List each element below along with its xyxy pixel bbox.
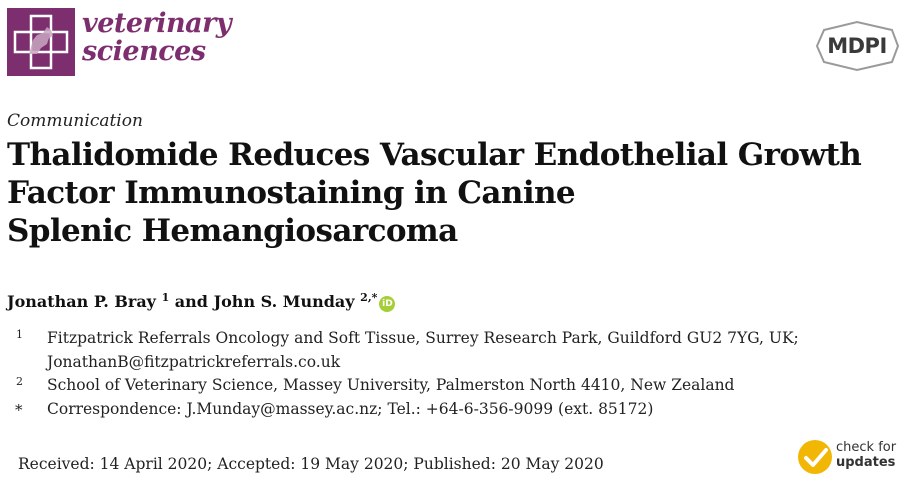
author-name[interactable]: Jonathan P. Bray (7, 292, 156, 311)
check-for-updates-line1: check for (836, 440, 897, 455)
affiliation-email-link[interactable]: JonathanB@fitzpatrickreferrals.co.uk (47, 352, 341, 371)
title-line-2: Factor Immunostaining in Canine (7, 175, 576, 211)
title-line-3: Splenic Hemangiosarcoma (7, 213, 458, 249)
journal-logo (7, 8, 75, 76)
check-for-updates-button[interactable] (796, 438, 906, 478)
journal-name (82, 10, 231, 66)
article-title (7, 136, 897, 250)
affiliation-item (7, 374, 887, 398)
affiliation-list (7, 327, 887, 421)
correspondence-mark: * (15, 400, 23, 419)
check-for-updates-icon (796, 438, 834, 476)
author-connector: and (174, 292, 208, 311)
affiliation-text: School of Veterinary Science, Massey University, Palmerston North 4410, New Zealand (47, 376, 735, 394)
journal-logo-cross-dog-icon (7, 8, 75, 76)
affiliation-mark: 1 (16, 328, 23, 341)
check-for-updates-label (836, 440, 896, 470)
affiliation-text: Fitzpatrick Referrals Oncology and Soft Tissue, Surrey Research Park, Guildford GU2 7YG, UK; (47, 329, 799, 347)
author-list (7, 291, 395, 312)
publisher-logo-text: MDPI (827, 34, 887, 58)
correspondence-item (7, 398, 887, 422)
check-for-updates-line2: updates (836, 455, 896, 470)
orcid-icon[interactable]: iD (379, 296, 395, 312)
affiliation-item (7, 327, 887, 374)
author-name[interactable]: John S. Munday (213, 292, 355, 311)
affiliation-mark: 2 (16, 375, 23, 388)
title-line-1: Thalidomide Reduces Vascular Endothelial Growth (7, 137, 862, 173)
publisher-logo (812, 20, 902, 72)
article-type: Communication (7, 111, 143, 131)
correspondence-text[interactable]: Correspondence: J.Munday@massey.ac.nz; Tel.: +64-6-356-9099 (ext. 85172) (47, 399, 654, 418)
author-affiliation-mark: 2,* (360, 291, 378, 304)
publication-dates: Received: 14 April 2020; Accepted: 19 May 2020; Published: 20 May 2020 (18, 455, 604, 473)
journal-name-line2: sciences (82, 36, 206, 67)
journal-name-line1: veterinary (82, 8, 232, 39)
author-affiliation-mark: 1 (161, 291, 170, 304)
